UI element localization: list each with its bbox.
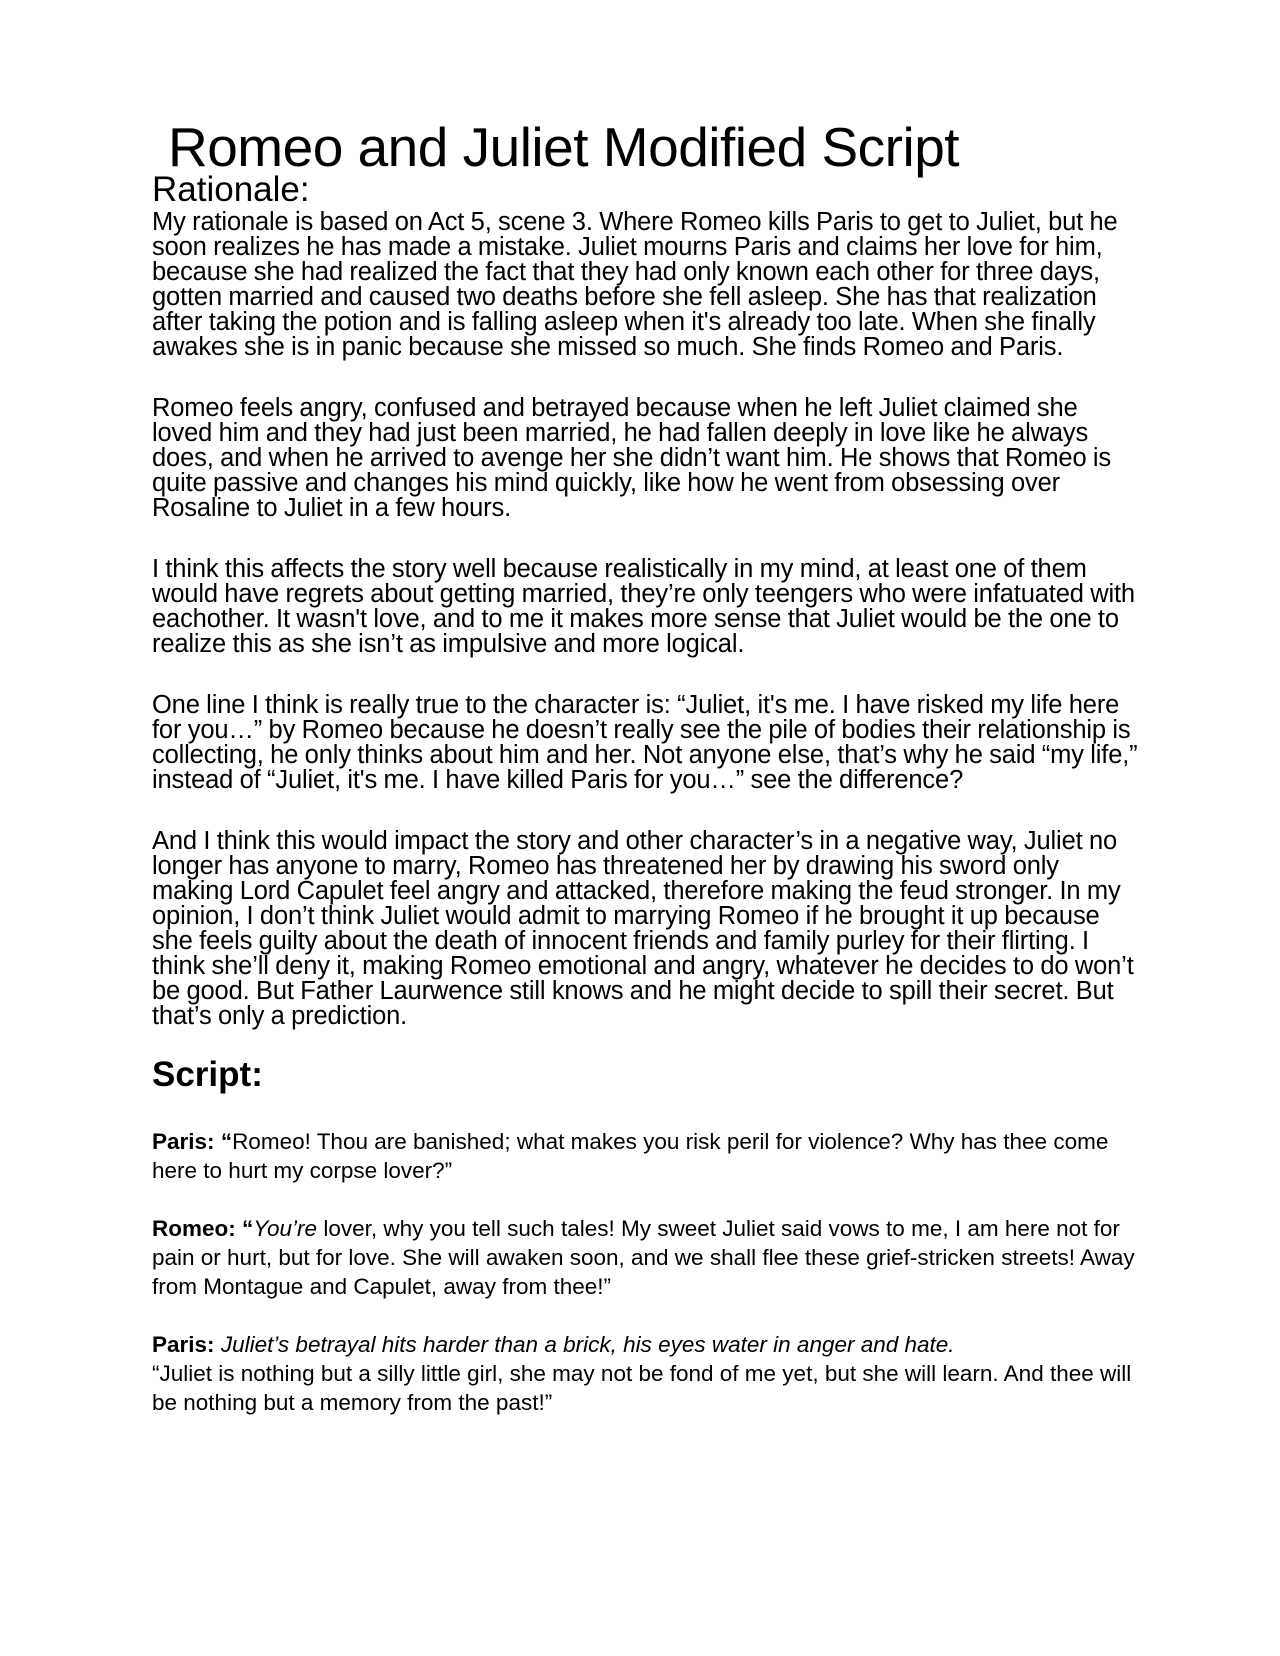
document-title: Romeo and Juliet Modified Script [168, 116, 960, 178]
speaker-label: Paris: [152, 1332, 215, 1357]
script-line-romeo-1 [152, 1214, 1142, 1301]
rationale-paragraph: I think this affects the story well because realistically in my mind, at least one of them would have regrets about getting married, they’re only teengers who were infatuated with eachother. It wasn't love, and to me it makes more sense that Juliet would be the one to realize this as she isn’t as impulsive and more logical. [152, 555, 1135, 658]
open-quote: “ [220, 1129, 233, 1154]
emphasized-word: You’re [253, 1216, 318, 1241]
open-quote: “ [242, 1216, 254, 1241]
dialogue-text: “Juliet is nothing but a silly little girl, she may not be fond of me yet, but she will learn. And thee will be nothing but a memory from the past!” [152, 1361, 1132, 1415]
rationale-paragraph: One line I think is really true to the character is: “Juliet, it's me. I have risked my life here for you…” by Romeo because he doesn’t really see the pile of bodies their relationship is collecting, he only thinks about him and her. Not anyone else, that’s why he said “my life,” instead of “Juliet, it's me. I have killed Paris for you…” see the difference? [152, 691, 1138, 794]
document-page [152, 118, 1142, 1446]
dialogue-text: lover, why you tell such tales! My sweet Juliet said vows to me, I am here not for pain or hurt, but for love. She will awaken soon, and we shall flee these grief-stricken streets! Away from Montague and Capulet, away from thee!” [152, 1216, 1135, 1299]
speaker-label: Paris: [152, 1129, 215, 1154]
rationale-paragraph: Romeo feels angry, confused and betrayed because when he left Juliet claimed she loved him and they had just been married, he had fallen deeply in love like he always does, and when he arrived to avenge her she didn’t want him. He shows that Romeo is quite passive and changes his mind quickly, like how he went from obsessing over Rosaline to Juliet in a few hours. [152, 394, 1112, 522]
dialogue-text: Romeo! Thou are banished; what makes you risk peril for violence? Why has thee come here to hurt my corpse lover?” [152, 1129, 1109, 1183]
speaker-label: Romeo: [152, 1216, 236, 1241]
rationale-heading: Rationale: [152, 170, 310, 209]
script-heading: Script: [152, 1055, 263, 1094]
stage-direction: Juliet’s betrayal hits harder than a brick, his eyes water in anger and hate. [220, 1332, 955, 1357]
rationale-paragraph: My rationale is based on Act 5, scene 3. Where Romeo kills Paris to get to Juliet, but he soon realizes he has made a mistake. Juliet mourns Paris and claims her love for him, because she had realized the fact that they had only known each other for three days, gotten married and caused two deaths before she fell asleep. She has that realization after taking the potion and is falling asleep when it's already too late. When she finally awakes she is in panic because she missed so much. She finds Romeo and Paris. [152, 208, 1118, 361]
rationale-paragraph: And I think this would impact the story and other character’s in a negative way, Juliet no longer has anyone to marry, Romeo has threatened her by drawing his sword only making Lord Capulet feel angry and attacked, therefore making the feud stronger. In my opinion, I don’t think Juliet would admit to marrying Romeo if he brought it up because she feels guilty about the death of innocent friends and family purley for their flirting. I think she’ll deny it, making Romeo emotional and angry, whatever he decides to do won’t be good. But Father Laurwence still knows and he might decide to spill their secret. But that’s only a prediction. [152, 827, 1134, 1030]
script-line-paris-1 [152, 1127, 1142, 1185]
script-line-paris-2 [152, 1330, 1142, 1417]
